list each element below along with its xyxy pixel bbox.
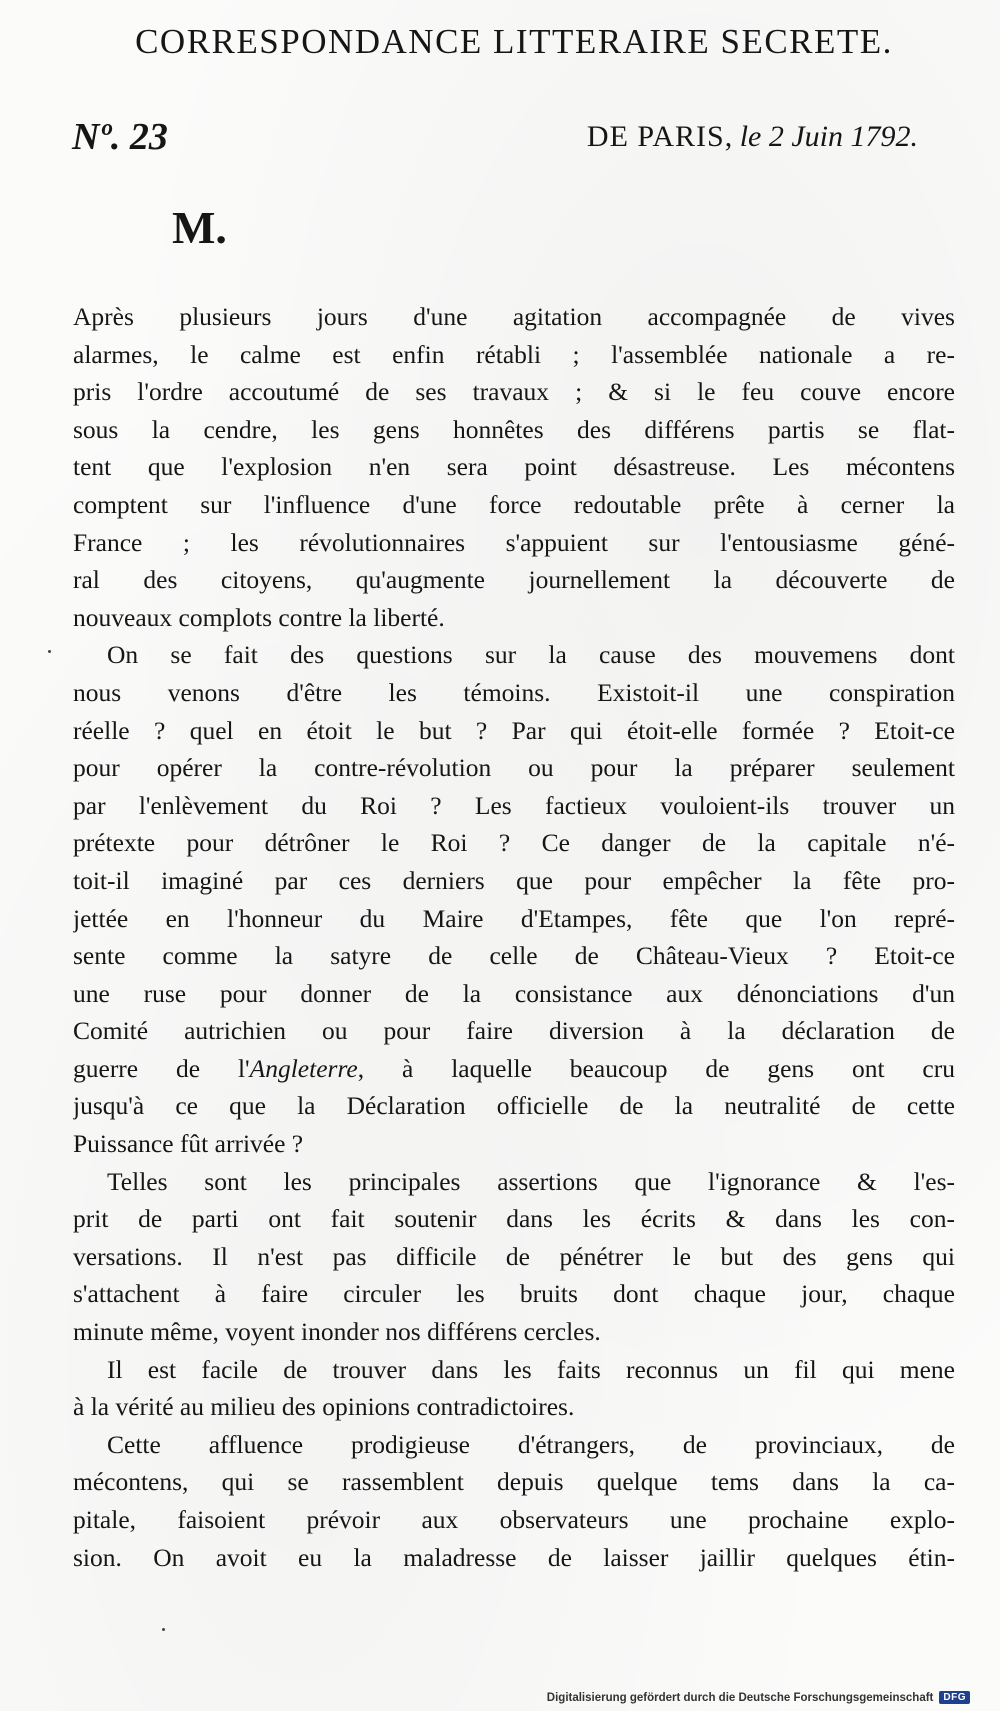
text-line: sous la cendre, les gens honnêtes des différens partis se flat- xyxy=(73,414,955,444)
text-line: ral des citoyens, qu'augmente journellement la découverte de xyxy=(73,565,955,595)
text-line: nouveaux complots contre la liberté. xyxy=(73,602,445,632)
scan-speck xyxy=(162,1628,165,1631)
text-line: guerre de l'Angleterre, à laquelle beaucoup de gens ont cru xyxy=(73,1053,955,1083)
text-line: pour opérer la contre-révolution ou pour la préparer seulement xyxy=(73,753,955,783)
text-line: Cette affluence prodigieuse d'étrangers, de provinciaux, de xyxy=(107,1429,955,1459)
text-line: Après plusieurs jours d'une agitation accompagnée de vives xyxy=(73,302,955,331)
text-line: comptent sur l'influence d'une force redoutable prête à cerner la xyxy=(73,489,955,519)
text-line: jettée en l'honneur du Maire d'Etampes, fête que l'on repré- xyxy=(73,903,955,933)
text-line: pitale, faisoient prévoir aux observateurs une prochaine explo- xyxy=(73,1505,955,1534)
text-line: versations. Il n'est pas difficile de pénétrer le but des gens qui xyxy=(73,1241,955,1271)
dateline-date: le 2 Juin 1792. xyxy=(739,120,918,153)
text-line: Telles sont les principales assertions que l'ignorance & l'es- xyxy=(107,1166,955,1196)
text-line: toit-il imaginé par ces derniers que pour empêcher la fête pro- xyxy=(73,865,955,895)
text-line: prétexte pour détrôner le Roi ? Ce danger de la capitale n'é- xyxy=(73,828,955,858)
text-line: Il est facile de trouver dans les faits reconnus un fil qui mene xyxy=(107,1354,955,1384)
text-line: une ruse pour donner de la consistance aux dénonciations d'un xyxy=(73,978,955,1008)
text-line: nous venons d'être les témoins. Existoit-il une conspiration xyxy=(73,677,955,707)
text-line: prit de parti ont fait soutenir dans les écrits & dans les con- xyxy=(73,1204,955,1234)
dfg-logo: DFG xyxy=(939,1691,970,1704)
text-line: minute même, voyent inonder nos différens cercles. xyxy=(73,1317,601,1347)
text-line: alarmes, le calme est enfin rétabli ; l'assemblée nationale a re- xyxy=(73,339,955,369)
salutation: M. xyxy=(172,202,227,253)
text-line: sion. On avoit eu la maladresse de laisser jaillir quelques étin- xyxy=(73,1542,955,1572)
text-line: s'attachent à faire circuler les bruits dont chaque jour, chaque xyxy=(73,1279,955,1309)
dateline xyxy=(587,112,918,162)
text-line: tent que l'explosion n'en sera point désastreuse. Les mécontens xyxy=(73,452,955,482)
text-line: mécontens, qui se rassemblent depuis quelque tems dans la ca- xyxy=(73,1467,955,1497)
article-body xyxy=(73,298,955,1576)
text-line: à la vérité au milieu des opinions contradictoires. xyxy=(73,1392,575,1422)
text-line: pris l'ordre accoutumé de ses travaux ; & si le feu couve encore xyxy=(73,377,955,407)
text-line: On se fait des questions sur la cause des mouvemens dont xyxy=(107,640,955,670)
dateline-place: DE PARIS xyxy=(586,120,725,153)
text-line: France ; les révolutionnaires s'appuient sur l'entousiasme géné- xyxy=(73,527,955,557)
text-line: Puissance fût arrivée ? xyxy=(73,1129,304,1159)
text-line: réelle ? quel en étoit le but ? Par qui étoit-elle formée ? Etoit-ce xyxy=(73,715,955,745)
digitization-credit xyxy=(547,1691,970,1704)
scan-speck xyxy=(48,650,51,653)
masthead-title: CORRESPONDANCE LITTERAIRE SECRETE. xyxy=(135,22,893,61)
credit-text: Digitalisierung gefördert durch die Deutsche Forschungsgemeinschaft xyxy=(546,1691,934,1704)
dateline-separator: , xyxy=(724,120,733,153)
text-line: jusqu'à ce que la Déclaration officielle de la neutralité de cette xyxy=(73,1091,955,1121)
text-line: par l'enlèvement du Roi ? Les factieux vouloient-ils trouver un xyxy=(73,790,955,820)
issue-line xyxy=(72,112,918,162)
issue-number: Nº. 23 xyxy=(72,116,168,158)
text-line: sente comme la satyre de celle de Château-Vieux ? Etoit-ce xyxy=(73,941,955,971)
text-line: Comité autrichien ou pour faire diversion à la déclaration de xyxy=(73,1016,955,1046)
